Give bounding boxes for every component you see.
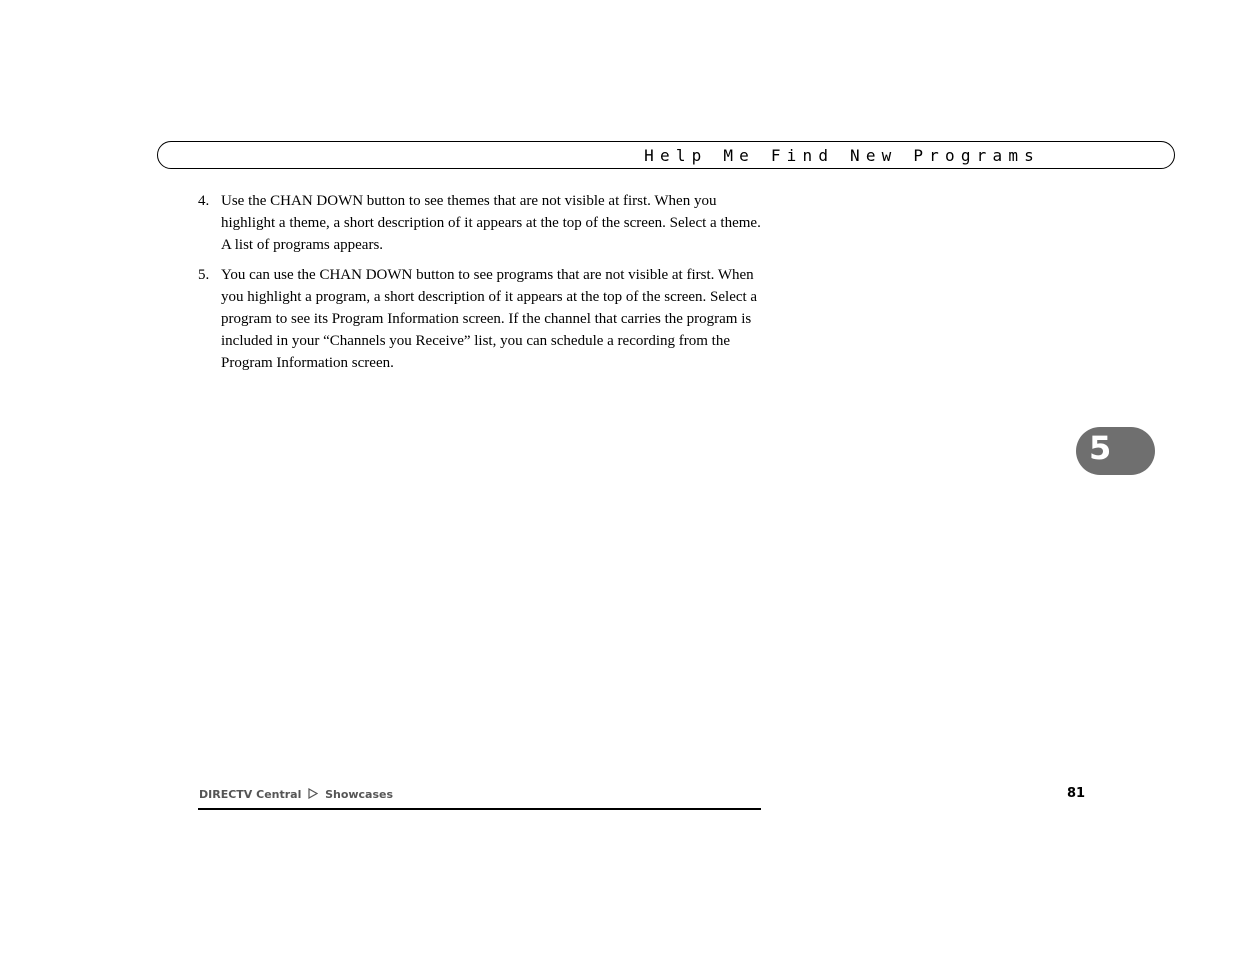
step-item — [198, 190, 763, 256]
footer-divider — [198, 808, 761, 810]
breadcrumb — [199, 788, 393, 802]
chapter-tab — [1076, 427, 1155, 475]
step-number: 4. — [198, 193, 210, 209]
step-item — [198, 264, 763, 374]
chapter-header-bar — [157, 141, 1175, 169]
instruction-steps — [198, 190, 763, 382]
step-text: You can use the CHAN DOWN button to see programs that are not visible at first. When you highlight a program, a short description of it appears at the top of the screen. Select a program to see its Program Information screen. If the channel that carries the program is included in your “Channels you Receive” list, you can schedule a recording from the Program Information screen. — [221, 267, 758, 371]
section-title: Help Me Find New Programs — [644, 146, 1040, 165]
step-number: 5. — [198, 267, 210, 283]
chapter-number: 5 — [1089, 429, 1112, 467]
step-text: Use the CHAN DOWN button to see themes that are not visible at first. When you highlight a theme, a short description of it appears at the top of the screen. Select a theme. A list of programs appears. — [221, 193, 761, 253]
page-number: 81 — [1067, 786, 1086, 801]
breadcrumb-parent: DIRECTV Central — [199, 788, 302, 801]
breadcrumb-current: Showcases — [325, 788, 394, 801]
triangle-right-outline-icon — [308, 788, 318, 802]
